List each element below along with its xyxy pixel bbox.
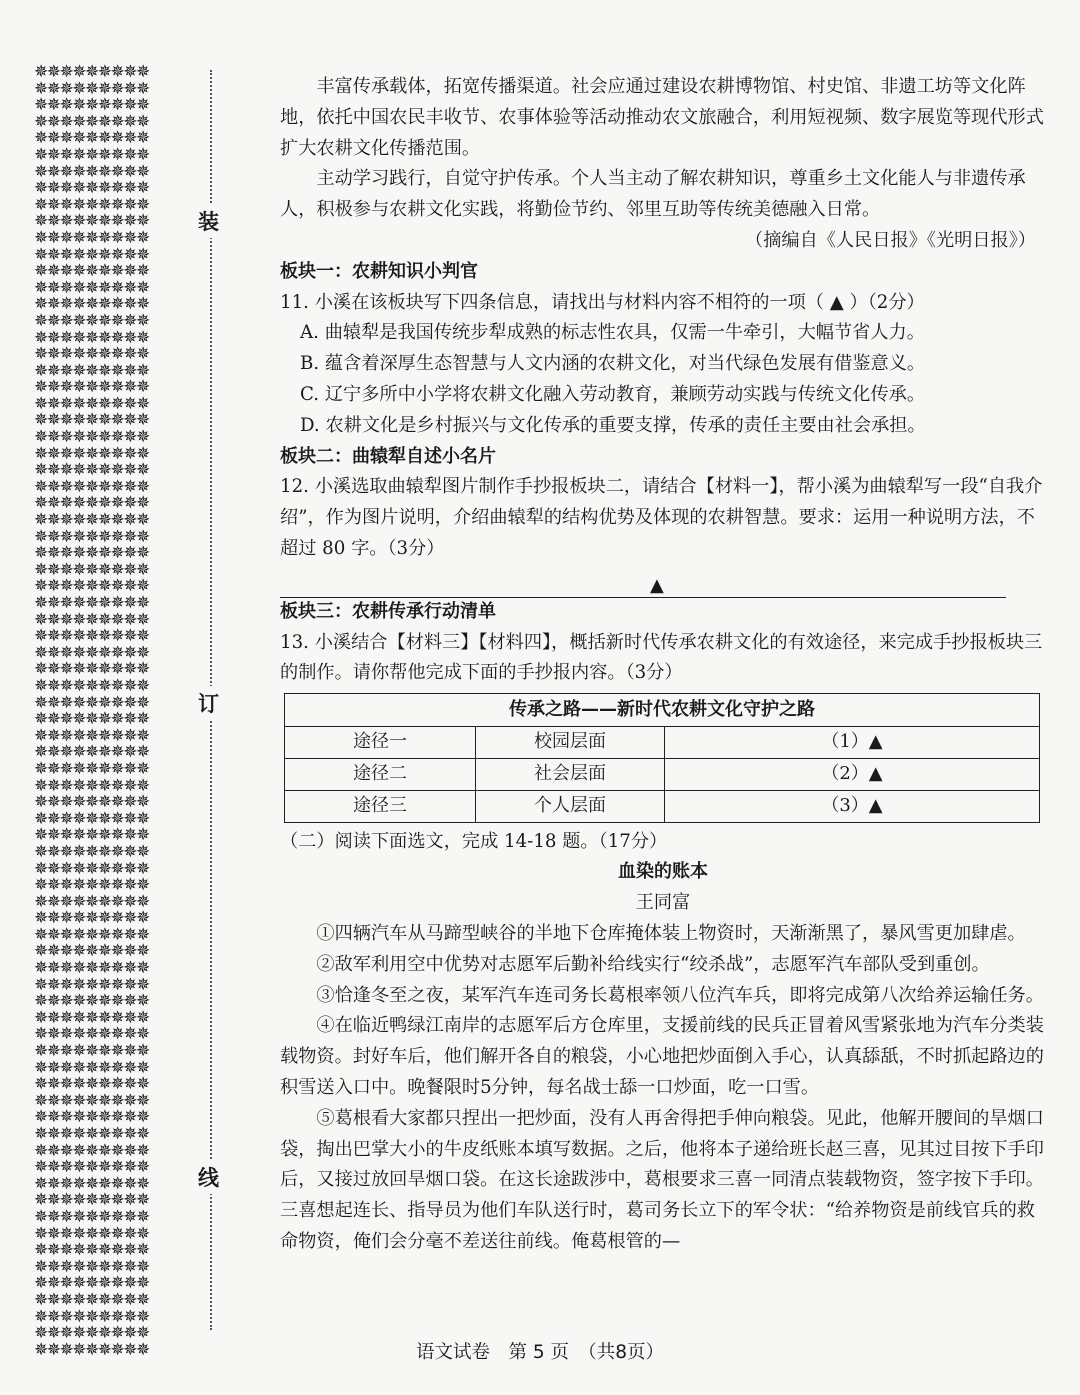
option-b: B. 蕴含着深厚生态智慧与人文内涵的农耕文化，对当代绿色发展有借鉴意义。 bbox=[300, 353, 926, 375]
passage-paragraph: 主动学习践行，自觉守护传承。个人当主动了解农耕知识，尊重乡土文化能人与非遗传承人，积极参与农耕文化实践，将勤俭节约、邻里互助等传统美德融入日常。 bbox=[280, 168, 1026, 221]
table-cell: （1）▲ bbox=[665, 727, 1040, 759]
binding-char-middle: 订 bbox=[198, 686, 219, 720]
reading-intro: （二）阅读下面选文，完成 14-18 题。（17分） bbox=[280, 830, 668, 852]
article-title: 血染的账本 bbox=[618, 861, 708, 883]
option-d: D. 农耕文化是乡村振兴与文化传承的重要支撑，传承的责任主要由社会承担。 bbox=[300, 414, 926, 436]
table-row bbox=[285, 758, 1040, 790]
passage-paragraph: 丰富传承载体，拓宽传播渠道。社会应通过建设农耕博物馆、村史馆、非遗工坊等文化阵地，依托中国农民丰收节、农事体验等活动推动农文旅融合，利用短视频、数字展览等现代形式扩大农耕文化传播范围。 bbox=[280, 76, 1044, 159]
table-cell: 途径二 bbox=[285, 758, 476, 790]
answer-line bbox=[280, 567, 1046, 597]
article-paragraph: ⑤葛根看大家都只捏出一把炒面，没有人再舍得把手伸向粮袋。见此，他解开腰间的旱烟口袋，掏出巴掌大小的牛皮纸账本填写数据。之后，他将本子递给班长赵三喜，见其过目按下手印后，又接过放回旱烟口袋。在这长途跋涉中，葛根要求三喜一同清点装载物资，签字按下手印。三喜想起连长、指导员为他们车队送行时，葛司务长立下的军令状：“给养物资是前线官兵的救命物资，俺们会分毫不差送往前线。俺葛根管的— bbox=[280, 1107, 1044, 1252]
table-row bbox=[285, 790, 1040, 822]
handout-table bbox=[284, 693, 1040, 822]
article-paragraph: ③恰逢冬至之夜，某军汽车连司务长葛根率领八位汽车兵，即将完成第八次给养运输任务。 bbox=[316, 984, 1044, 1006]
table-header: 传承之路——新时代农耕文化守护之路 bbox=[285, 694, 1040, 727]
table-cell: （2）▲ bbox=[665, 758, 1040, 790]
table-cell: （3）▲ bbox=[665, 790, 1040, 822]
table-cell: 个人层面 bbox=[476, 790, 665, 822]
binding-char-top: 装 bbox=[198, 204, 219, 238]
passage-source: （摘编自《人民日报》《光明日报》） bbox=[745, 229, 1036, 251]
block2-title: 板块二：曲辕犁自述小名片 bbox=[280, 445, 496, 467]
page-footer: 语文试卷 第 5 页 （共8页） bbox=[415, 1342, 665, 1363]
option-a: A. 曲辕犁是我国传统步犁成熟的标志性农具，仅需一牛牵引，大幅节省人力。 bbox=[300, 322, 925, 344]
table-cell: 途径一 bbox=[285, 727, 476, 759]
table-row bbox=[285, 727, 1040, 759]
decorative-pattern-strip: ✵✵✵✵✵✵✵✵✵ ✵✵✵✵✵✵✵✵✵ ✵✵✵✵✵✵✵✵✵ ✵✵✵✵✵✵✵✵✵ ✵✵✵✵✵✵✵✵✵ ✵✵✵✵✵✵✵✵✵ ✵✵✵✵✵✵✵✵✵ ✵✵✵✵✵✵✵✵✵ ✵✵✵✵✵✵✵✵✵ ✵✵✵✵✵✵✵✵✵ ✵✵✵✵✵✵✵✵✵ ✵✵✵✵✵✵✵✵✵ ✵✵✵✵✵✵✵✵✵ ✵✵✵✵✵✵✵✵✵ ✵✵✵✵✵✵✵✵✵ ✵✵✵✵✵✵✵✵✵ ✵✵✵✵✵✵✵✵✵ ✵✵✵✵✵✵✵✵✵ ✵✵✵✵✵✵✵✵✵ ✵✵✵✵✵✵✵✵✵ ✵✵✵✵✵✵✵✵✵ ✵✵✵✵✵✵✵✵✵ ✵✵✵✵✵✵✵✵✵ ✵✵✵✵✵✵✵✵✵ ✵✵✵✵✵✵✵✵✵ ✵✵✵✵✵✵✵✵✵ ✵✵✵✵✵✵✵✵✵ ✵✵✵✵✵✵✵✵✵ ✵✵✵✵✵✵✵✵✵ ✵✵✵✵✵✵✵✵✵ ✵✵✵✵✵✵✵✵✵ ✵✵✵✵✵✵✵✵✵ ✵✵✵✵✵✵✵✵✵ ✵✵✵✵✵✵✵✵✵ ✵✵✵✵✵✵✵✵✵ ✵✵✵✵✵✵✵✵✵ ✵✵✵✵✵✵✵✵✵ ✵✵✵✵✵✵✵✵✵ ✵✵✵✵✵✵✵✵✵ ✵✵✵✵✵✵✵✵✵ ✵✵✵✵✵✵✵✵✵ ✵✵✵✵✵✵✵✵✵ ✵✵✵✵✵✵✵✵✵ ✵✵✵✵✵✵✵✵✵ ✵✵✵✵✵✵✵✵✵ ✵✵✵✵✵✵✵✵✵ ✵✵✵✵✵✵✵✵✵ ✵✵✵✵✵✵✵✵✵ ✵✵✵✵✵✵✵✵✵ ✵✵✵✵✵✵✵✵✵ ✵✵✵✵✵✵✵✵✵ ✵✵✵✵✵✵✵✵✵ ✵✵✵✵✵✵✵✵✵ ✵✵✵✵✵✵✵✵✵ ✵✵✵✵✵✵✵✵✵ ✵✵✵✵✵✵✵✵✵ ✵✵✵✵✵✵✵✵✵ ✵✵✵✵✵✵✵✵✵ ✵✵✵✵✵✵✵✵✵ ✵✵✵✵✵✵✵✵✵ ✵✵✵✵✵✵✵✵✵ ✵✵✵✵✵✵✵✵✵ ✵✵✵✵✵✵✵✵✵ ✵✵✵✵✵✵✵✵✵ ✵✵✵✵✵✵✵✵✵ ✵✵✵✵✵✵✵✵✵ ✵✵✵✵✵✵✵✵✵ ✵✵✵✵✵✵✵✵✵ ✵✵✵✵✵✵✵✵✵ ✵✵✵✵✵✵✵✵✵ ✵✵✵✵✵✵✵✵✵ ✵✵✵✵✵✵✵✵✵ ✵✵✵✵✵✵✵✵✵ ✵✵✵✵✵✵✵✵✵ ✵✵✵✵✵✵✵✵✵ ✵✵✵✵✵✵✵✵✵ ✵✵✵✵✵✵✵✵✵ ✵✵✵✵✵✵✵✵✵ bbox=[34, 62, 149, 1360]
page-content bbox=[280, 72, 1046, 1258]
article-paragraph: ④在临近鸭绿江南岸的志愿军后方仓库里，支援前线的民兵正冒着风雪紧张地为汽车分类装载物资。封好车后，他们解开各自的粮袋，小心地把炒面倒入手心，认真舔舐，不时抓起路边的积雪送入口中。晚餐限时5分钟，每名战士舔一口炒面，吃一口雪。 bbox=[280, 1015, 1044, 1098]
block3-title: 板块三：农耕传承行动清单 bbox=[280, 600, 496, 622]
table-cell: 校园层面 bbox=[476, 727, 665, 759]
option-c: C. 辽宁多所中小学将农耕文化融入劳动教育，兼顾劳动实践与传统文化传承。 bbox=[300, 383, 926, 405]
article-paragraph: ①四辆汽车从马蹄型峡谷的半地下仓库掩体装上物资时，天渐渐黑了，暴风雪更加肆虐。 bbox=[316, 922, 1026, 944]
question-11: 11. 小溪在该板块写下四条信息，请找出与材料内容不相符的一项（ ▲ ）（2分） bbox=[280, 291, 925, 313]
answer-mark: ▲ bbox=[650, 574, 664, 596]
table-cell: 社会层面 bbox=[476, 758, 665, 790]
binding-char-bottom: 线 bbox=[198, 1160, 219, 1194]
question-13: 13. 小溪结合【材料三】【材料四】，概括新时代传承农耕文化的有效途径，来完成手抄报板块三的制作。请你帮他完成下面的手抄报内容。（3分） bbox=[280, 631, 1043, 684]
table-cell: 途径三 bbox=[285, 790, 476, 822]
article-author: 王同富 bbox=[635, 892, 691, 914]
block1-title: 板块一：农耕知识小判官 bbox=[280, 260, 478, 282]
article-paragraph: ②敌军利用空中优势对志愿军后勤补给线实行“绞杀战”，志愿军汽车部队受到重创。 bbox=[316, 953, 990, 975]
question-12: 12. 小溪选取曲辕犁图片制作手抄报板块二，请结合【材料一】，帮小溪为曲辕犁写一段“自我介绍”，作为图片说明，介绍曲辕犁的结构优势及体现的农耕智慧。要求：运用一种说明方法，不超过 80 字。（3分） bbox=[280, 476, 1043, 559]
